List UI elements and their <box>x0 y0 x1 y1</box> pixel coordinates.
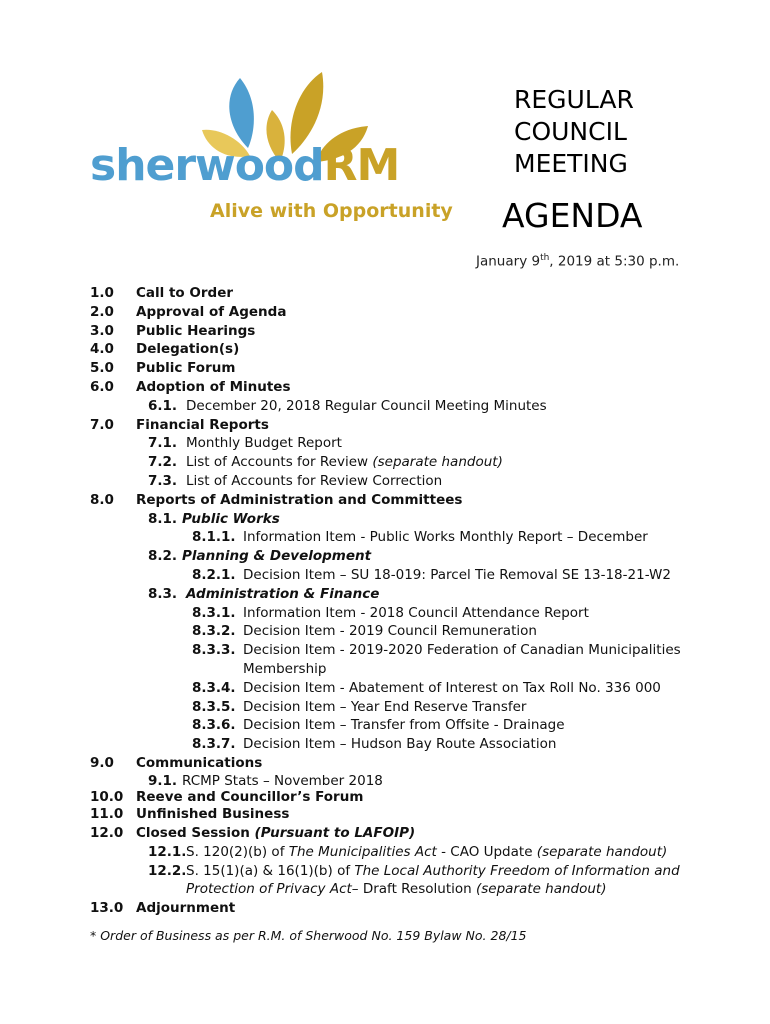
agenda-item-2-0: 2.0 Approval of Agenda <box>90 303 287 320</box>
agenda-item-8-3-5: 8.3.5. Decision Item – Year End Reserve Transfer <box>192 698 527 715</box>
agenda-item-8-3-2: 8.3.2. Decision Item - 2019 Council Remuneration <box>192 623 537 640</box>
agenda-item-8-1: 8.1. Public Works <box>148 510 280 527</box>
agenda-item-6-1: 6.1. December 20, 2018 Regular Council Meeting Minutes <box>148 397 547 414</box>
agenda-item-1-0: 1.0 Call to Order <box>90 285 234 301</box>
agenda-item-9-1: 9.1. RCMP Stats – November 2018 <box>148 772 383 789</box>
agenda-item-8-3: 8.3. Administration & Finance <box>148 585 380 602</box>
footer-note: * Order of Business as per R.M. of Sherwood No. 159 Bylaw No. 28/15 <box>90 928 527 943</box>
agenda-item-10-0: 10.0 Reeve and Councillor’s Forum <box>90 788 364 805</box>
agenda-item-6-0: 6.0 Adoption of Minutes <box>90 378 291 395</box>
agenda-item-12-0: 12.0 Closed Session (Pursuant to LAFOIP) <box>90 825 416 842</box>
agenda-item-9-0: 9.0 Communications <box>90 754 263 771</box>
agenda-item-12-1: 12.1. S. 120(2)(b) of The Municipalities Act - CAO Update (separate handout) <box>148 843 668 860</box>
agenda-item-3-0: 3.0 Public Hearings <box>90 322 256 339</box>
agenda-item-7-3: 7.3. List of Accounts for Review Correction <box>148 472 443 489</box>
meeting-title-line-1: REGULAR <box>514 85 634 114</box>
meeting-title <box>514 84 634 180</box>
meeting-date: January 9th, 2019 at 5:30 p.m. <box>476 253 680 270</box>
agenda-item-8-1-1: 8.1.1. Information Item - Public Works Monthly Report – December <box>192 529 648 546</box>
agenda-item-11-0: 11.0 Unfinished Business <box>90 806 290 823</box>
meeting-title-line-3: MEETING <box>514 149 628 178</box>
agenda-item-5-0: 5.0 Public Forum <box>90 360 236 377</box>
agenda-item-8-3-1: 8.3.1. Information Item - 2018 Council Attendance Report <box>192 604 589 621</box>
agenda-item-8-3-3: 8.3.3. Decision Item - 2019-2020 Federation of Canadian Municipalities Membership <box>192 642 681 677</box>
agenda-item-4-0: 4.0 Delegation(s) <box>90 341 240 358</box>
agenda-item-8-2-1: 8.2.1. Decision Item – SU 18-019: Parcel Tie Removal SE 13-18-21-W2 <box>192 566 671 583</box>
agenda-item-7-1: 7.1. Monthly Budget Report <box>148 435 342 452</box>
agenda-item-8-0: 8.0 Reports of Administration and Committees <box>90 491 463 508</box>
agenda-item-7-0: 7.0 Financial Reports <box>90 416 269 433</box>
agenda-item-13-0: 13.0 Adjournment <box>90 900 236 917</box>
agenda-item-8-2: 8.2. Planning & Development <box>148 548 372 565</box>
sherwood-rm-logo <box>90 70 462 228</box>
agenda-item-12-2: 12.2. S. 15(1)(a) & 16(1)(b) of The Local Authority Freedom of Information and Protection of Privacy Act– Draft Resolution (separate handout) <box>148 862 680 898</box>
logo-word-sherwood: sherwood <box>90 140 324 191</box>
logo-tagline: Alive with Opportunity <box>210 200 453 222</box>
agenda-item-8-3-7: 8.3.7. Decision Item – Hudson Bay Route Association <box>192 736 557 753</box>
agenda-item-8-3-6: 8.3.6. Decision Item – Transfer from Offsite - Drainage <box>192 717 565 734</box>
agenda-title: AGENDA <box>502 196 643 235</box>
agenda-item-8-3-4: 8.3.4. Decision Item - Abatement of Interest on Tax Roll No. 336 000 <box>192 679 661 696</box>
logo-word-rm: RM <box>323 140 400 191</box>
agenda-item-7-2: 7.2. List of Accounts for Review (separate handout) <box>148 454 503 471</box>
agenda-list <box>90 284 730 918</box>
logo-wordmark <box>90 140 400 191</box>
meeting-title-line-2: COUNCIL <box>514 117 627 146</box>
